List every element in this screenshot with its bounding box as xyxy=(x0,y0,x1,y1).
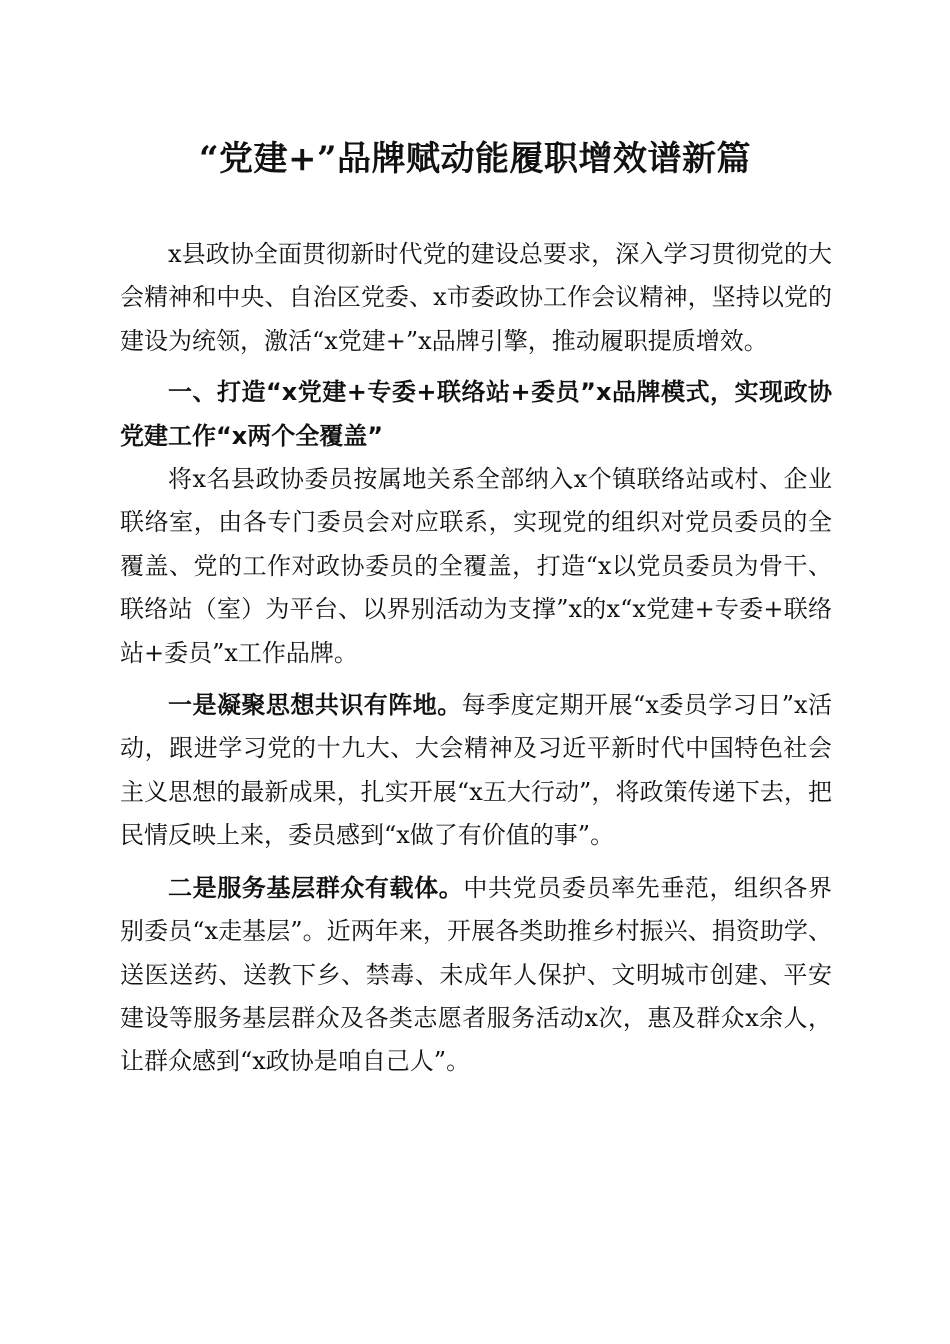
point-1-paragraph xyxy=(120,683,832,858)
document-body xyxy=(120,233,832,1084)
section-heading-1: 一、打造“x党建+专委+联络站+委员”x品牌模式，实现政协党建工作“x两个全覆盖” xyxy=(120,378,832,450)
spacer xyxy=(120,363,832,371)
point-2-lead: 二是服务基层群众有载体。 xyxy=(168,872,464,902)
section-1-paragraph: 将x名县政协委员按属地关系全部纳入x个镇联络站或村、企业联络室，由各专门委员会对应联系，实现党的组织对党员委员的全覆盖、党的工作对政协委员的全覆盖，打造“x以党员委员为骨干、联络站（室）为平台、以界别活动为支撑”x的x“x党建+专委+联络站+委员”x工作品牌。 xyxy=(120,465,832,667)
point-1-lead: 一是凝聚思想共识有阵地。 xyxy=(168,690,462,720)
spacer xyxy=(120,675,832,683)
document-title: “党建+”品牌赋动能履职增效谱新篇 xyxy=(198,139,752,179)
point-2-text: 中共党员委员率先垂范，组织各界别委员“x走基层”。近两年来，开展各类助推乡村振兴、捐资助学、送医送药、送教下乡、禁毒、未成年人保护、文明城市创建、平安建设等服务基层群众及各类志愿者服务活动x次，惠及群众x余人，让群众感到“x政协是咱自己人”。 xyxy=(120,873,833,1076)
spacer xyxy=(120,858,832,866)
point-1-text: 每季度定期开展“x委员学习日”x活动，跟进学习党的十九大、大会精神及习近平新时代中国特色社会主义思想的最新成果，扎实开展“x五大行动”，将政策传递下去，把民情反映上来，委员感到“x做了有价值的事”。 xyxy=(120,691,832,850)
intro-paragraph: x县政协全面贯彻新时代党的建设总要求，深入学习贯彻党的大会精神和中央、自治区党委、x市委政协工作会议精神，坚持以党的建设为统领，激活“x党建+”x品牌引擎，推动履职提质增效。 xyxy=(120,240,832,355)
point-2-paragraph xyxy=(120,866,832,1084)
